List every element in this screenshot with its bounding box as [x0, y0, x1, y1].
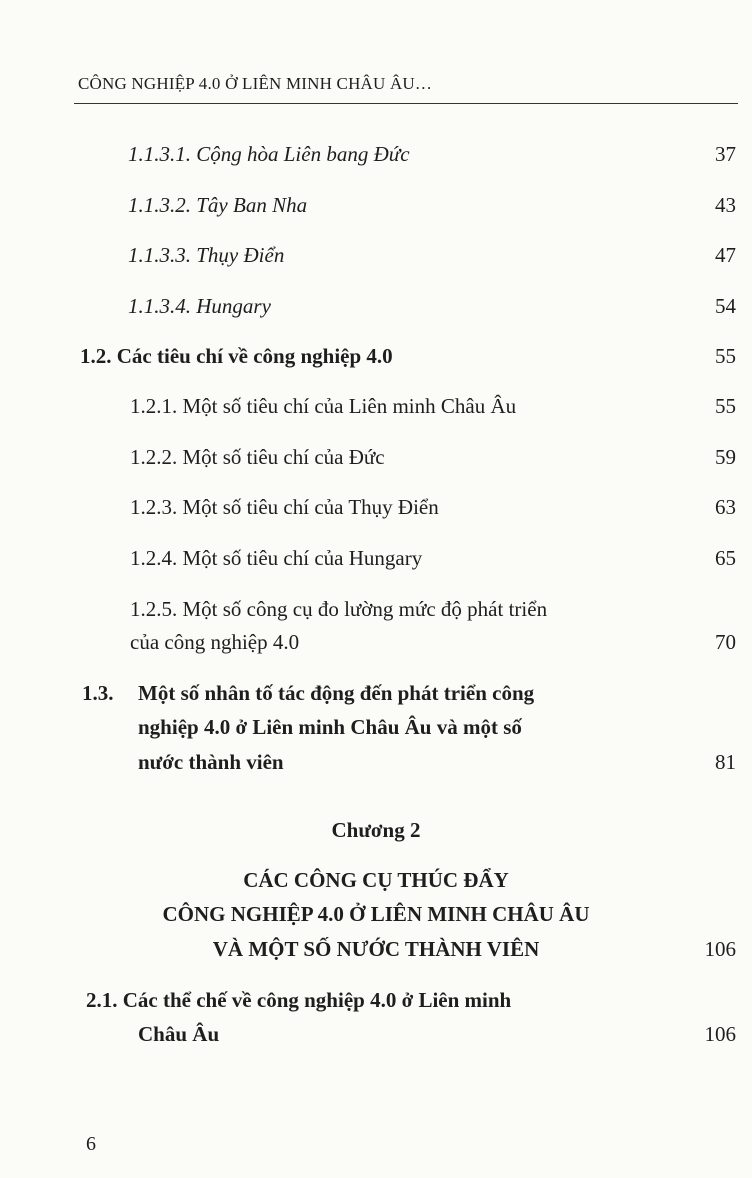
- entry-number: 2.1.: [86, 988, 118, 1012]
- chapter-title-line3: VÀ MỘT SỐ NƯỚC THÀNH VIÊN: [212, 937, 540, 961]
- toc-entry-1-2-4: [130, 546, 422, 571]
- entry-title: Một số tiêu chí của Thụy Điển: [182, 495, 439, 519]
- toc-section-1-3-line2: nghiệp 4.0 ở Liên minh Châu Âu và một số: [138, 715, 522, 739]
- toc-section-1-3-number: 1.3.: [82, 681, 114, 705]
- toc-entry-1-1-3-2: [128, 193, 307, 218]
- page-number: 54: [715, 294, 736, 318]
- entry-number: 1.1.3.3.: [128, 243, 191, 267]
- page-number: 81: [715, 750, 736, 774]
- page-number: 106: [704, 937, 736, 961]
- entry-title-line1: Một số công cụ đo lường mức độ phát triển: [182, 597, 548, 621]
- toc-entry-1-2-3: [130, 495, 439, 520]
- toc-entry-1-1-3-4: [128, 294, 271, 319]
- page-number: 63: [715, 495, 736, 519]
- toc-section-1-3-line1: Một số nhân tố tác động đến phát triển công: [138, 681, 535, 705]
- entry-title-line1: Các thể chế về công nghiệp 4.0 ở Liên minh: [122, 988, 512, 1012]
- toc-entry-1-2-2: [130, 445, 385, 470]
- entry-title: Thụy Điển: [196, 243, 285, 267]
- folio-page-number: 6: [86, 1133, 96, 1155]
- entry-number: 1.1.3.2.: [128, 193, 191, 217]
- toc-section-2-1: [86, 988, 511, 1013]
- page-number: 65: [715, 546, 736, 570]
- chapter-title-line1: CÁC CÔNG CỤ THÚC ĐẨY: [243, 868, 509, 892]
- toc-section-1-3-line3: nước thành viên: [138, 750, 284, 774]
- entry-title: Tây Ban Nha: [196, 193, 308, 217]
- page-number: 37: [715, 142, 736, 166]
- entry-title: Các tiêu chí về công nghiệp 4.0: [116, 344, 393, 368]
- toc-section-1-2: [80, 344, 393, 369]
- toc-entry-1-2-1: [130, 394, 516, 419]
- entry-number: 1.2.5.: [130, 597, 178, 621]
- toc-entry-1-1-3-1: [128, 142, 410, 167]
- entry-number: 1.1.3.4.: [128, 294, 191, 318]
- page-number: 106: [704, 1022, 736, 1046]
- entry-title: Một số tiêu chí của Hungary: [182, 546, 423, 570]
- page-number: 43: [715, 193, 736, 217]
- entry-number: 1.2.2.: [130, 445, 178, 469]
- toc-section-2-1-cont: Châu Âu: [138, 1022, 220, 1046]
- entry-number: 1.2.4.: [130, 546, 178, 570]
- page-number: 70: [715, 630, 736, 654]
- page-number: 59: [715, 445, 736, 469]
- running-header: CÔNG NGHIỆP 4.0 Ở LIÊN MINH CHÂU ÂU…: [78, 74, 433, 93]
- toc-entry-1-2-5-cont: của công nghiệp 4.0: [130, 630, 300, 654]
- entry-number: 1.2.3.: [130, 495, 178, 519]
- entry-number: 1.1.3.1.: [128, 142, 191, 166]
- entry-title: Hungary: [196, 294, 271, 318]
- page-number: 47: [715, 243, 736, 267]
- page-number: 55: [715, 394, 736, 418]
- toc-entry-1-2-5: [130, 597, 547, 622]
- header-rule: [74, 103, 738, 104]
- chapter-label: Chương 2: [331, 818, 421, 842]
- entry-number: 1.2.1.: [130, 394, 178, 418]
- page-number: 55: [715, 344, 736, 368]
- entry-title: Một số tiêu chí của Liên minh Châu Âu: [182, 394, 517, 418]
- entry-title: Cộng hòa Liên bang Đức: [196, 142, 410, 166]
- chapter-title-line2: CÔNG NGHIỆP 4.0 Ở LIÊN MINH CHÂU ÂU: [162, 902, 590, 926]
- entry-title: Một số tiêu chí của Đức: [182, 445, 385, 469]
- entry-number: 1.2.: [80, 344, 112, 368]
- toc-entry-1-1-3-3: [128, 243, 284, 268]
